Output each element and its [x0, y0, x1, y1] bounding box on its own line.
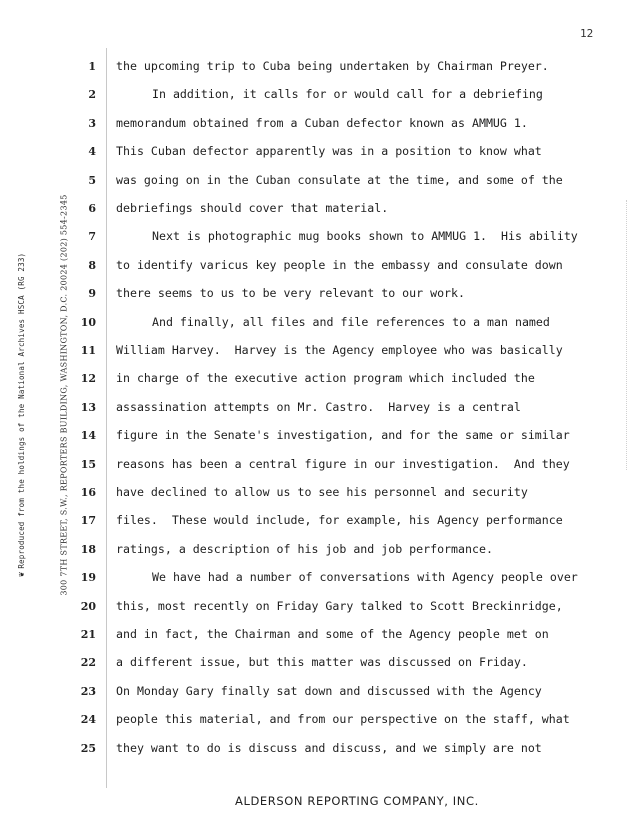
transcript-line: [0, 171, 638, 191]
transcript-line: [0, 57, 638, 77]
transcript-line: [0, 597, 638, 617]
line-number: 16: [80, 486, 96, 499]
line-text: memorandum obtained from a Cuban defector known as AMMUG 1.: [116, 115, 528, 130]
line-text: have declined to allow us to see his personnel and security: [116, 485, 528, 499]
transcript-line: [0, 710, 638, 730]
line-text: figure in the Senate's investigation, and for the same or similar: [116, 428, 570, 443]
page-number: 12: [580, 27, 594, 40]
transcript-line: [0, 85, 638, 105]
line-text: was going on in the Cuban consulate at the time, and some of the: [116, 172, 563, 187]
line-number: 11: [80, 344, 96, 357]
line-text: people this material, and from our perspective on the staff, what: [116, 712, 570, 727]
line-text: files. These would include, for example, his Agency performance: [116, 513, 563, 528]
line-text: On Monday Gary finally sat down and discussed with the Agency: [116, 683, 542, 698]
transcript-line: [0, 227, 638, 247]
line-text: and in fact, the Chairman and some of the Agency people met on: [116, 627, 549, 641]
reporter-address: 300 7TH STREET, S.W., REPORTERS BUILDING, WASHINGTON, D.C. 20024 (202) 554-2345: [59, 194, 69, 596]
transcript-line: [0, 455, 638, 475]
transcript-line: [0, 426, 638, 446]
line-number: 3: [88, 116, 96, 130]
line-number: 8: [88, 258, 96, 272]
line-number: 4: [88, 145, 96, 159]
eagle-seal-icon: ❦: [17, 571, 27, 578]
transcript-line: [0, 369, 638, 389]
line-number: 13: [80, 400, 96, 414]
line-text: Next is photographic mug books shown to AMMUG 1. His ability: [152, 229, 578, 244]
line-number: 24: [80, 713, 96, 727]
transcript-line: [0, 341, 638, 361]
line-number: 21: [80, 628, 96, 641]
transcript-line: [0, 511, 638, 531]
transcript-line: [0, 568, 638, 588]
transcript-line: [0, 682, 638, 702]
transcript-line: [0, 114, 638, 134]
line-number: 19: [80, 571, 96, 585]
line-number: 7: [88, 230, 96, 244]
transcript-line: [0, 199, 638, 219]
transcript-line: [0, 142, 638, 162]
line-text: William Harvey. Harvey is the Agency employee who was basically: [116, 343, 563, 357]
line-number: 18: [80, 542, 96, 556]
line-text: this, most recently on Friday Gary talked to Scott Breckinridge,: [116, 598, 563, 613]
line-number: 1: [88, 60, 96, 73]
line-text: debriefings should cover that material.: [116, 201, 389, 215]
transcript-line: [0, 398, 638, 418]
line-text: reasons has been a central figure in our investigation. And they: [116, 456, 570, 471]
line-text: In addition, it calls for or would call for a debriefing: [152, 87, 543, 102]
line-text: there seems to us to be very relevant to our work.: [116, 286, 466, 301]
line-text: in charge of the executive action program which included the: [116, 371, 535, 386]
archive-stamp-text: Reproduced from the holdings of the National Archives HSCA (RG 233): [17, 252, 26, 569]
line-number: 15: [80, 457, 96, 471]
line-text: the upcoming trip to Cuba being undertaken by Chairman Preyer.: [116, 59, 549, 73]
line-text: a different issue, but this matter was discussed on Friday.: [116, 655, 528, 670]
transcript-line: [0, 284, 638, 304]
transcript-line: [0, 625, 638, 645]
line-number: 23: [80, 684, 96, 698]
line-number: 5: [88, 173, 96, 187]
transcript-line: [0, 540, 638, 560]
line-number: 9: [88, 287, 96, 301]
line-text: to identify varicus key people in the embassy and consulate down: [116, 257, 563, 272]
line-text: assassination attempts on Mr. Castro. Harvey is a central: [116, 399, 521, 414]
line-number: 17: [80, 514, 96, 528]
line-number: 2: [88, 88, 96, 102]
line-number: 20: [80, 599, 96, 613]
line-number: 22: [80, 656, 96, 670]
line-text: they want to do is discuss and discuss, and we simply are not: [116, 740, 542, 755]
transcript-line: [0, 653, 638, 673]
line-number: 14: [80, 429, 96, 443]
transcript-line: [0, 483, 638, 503]
footer-company: ALDERSON REPORTING COMPANY, INC.: [235, 794, 479, 808]
line-text: We have had a number of conversations with Agency people over: [152, 570, 578, 585]
line-number: 25: [80, 741, 96, 755]
line-text: ratings, a description of his job and job performance.: [116, 541, 493, 556]
line-text: This Cuban defector apparently was in a position to know what: [116, 144, 542, 159]
transcript-line: [0, 739, 638, 759]
line-text: And finally, all files and file references to a man named: [152, 314, 550, 329]
transcript-line: [0, 313, 638, 333]
line-number: 10: [80, 315, 96, 329]
line-number: 12: [80, 372, 96, 386]
line-number: 6: [88, 202, 96, 215]
transcript-line: [0, 256, 638, 276]
